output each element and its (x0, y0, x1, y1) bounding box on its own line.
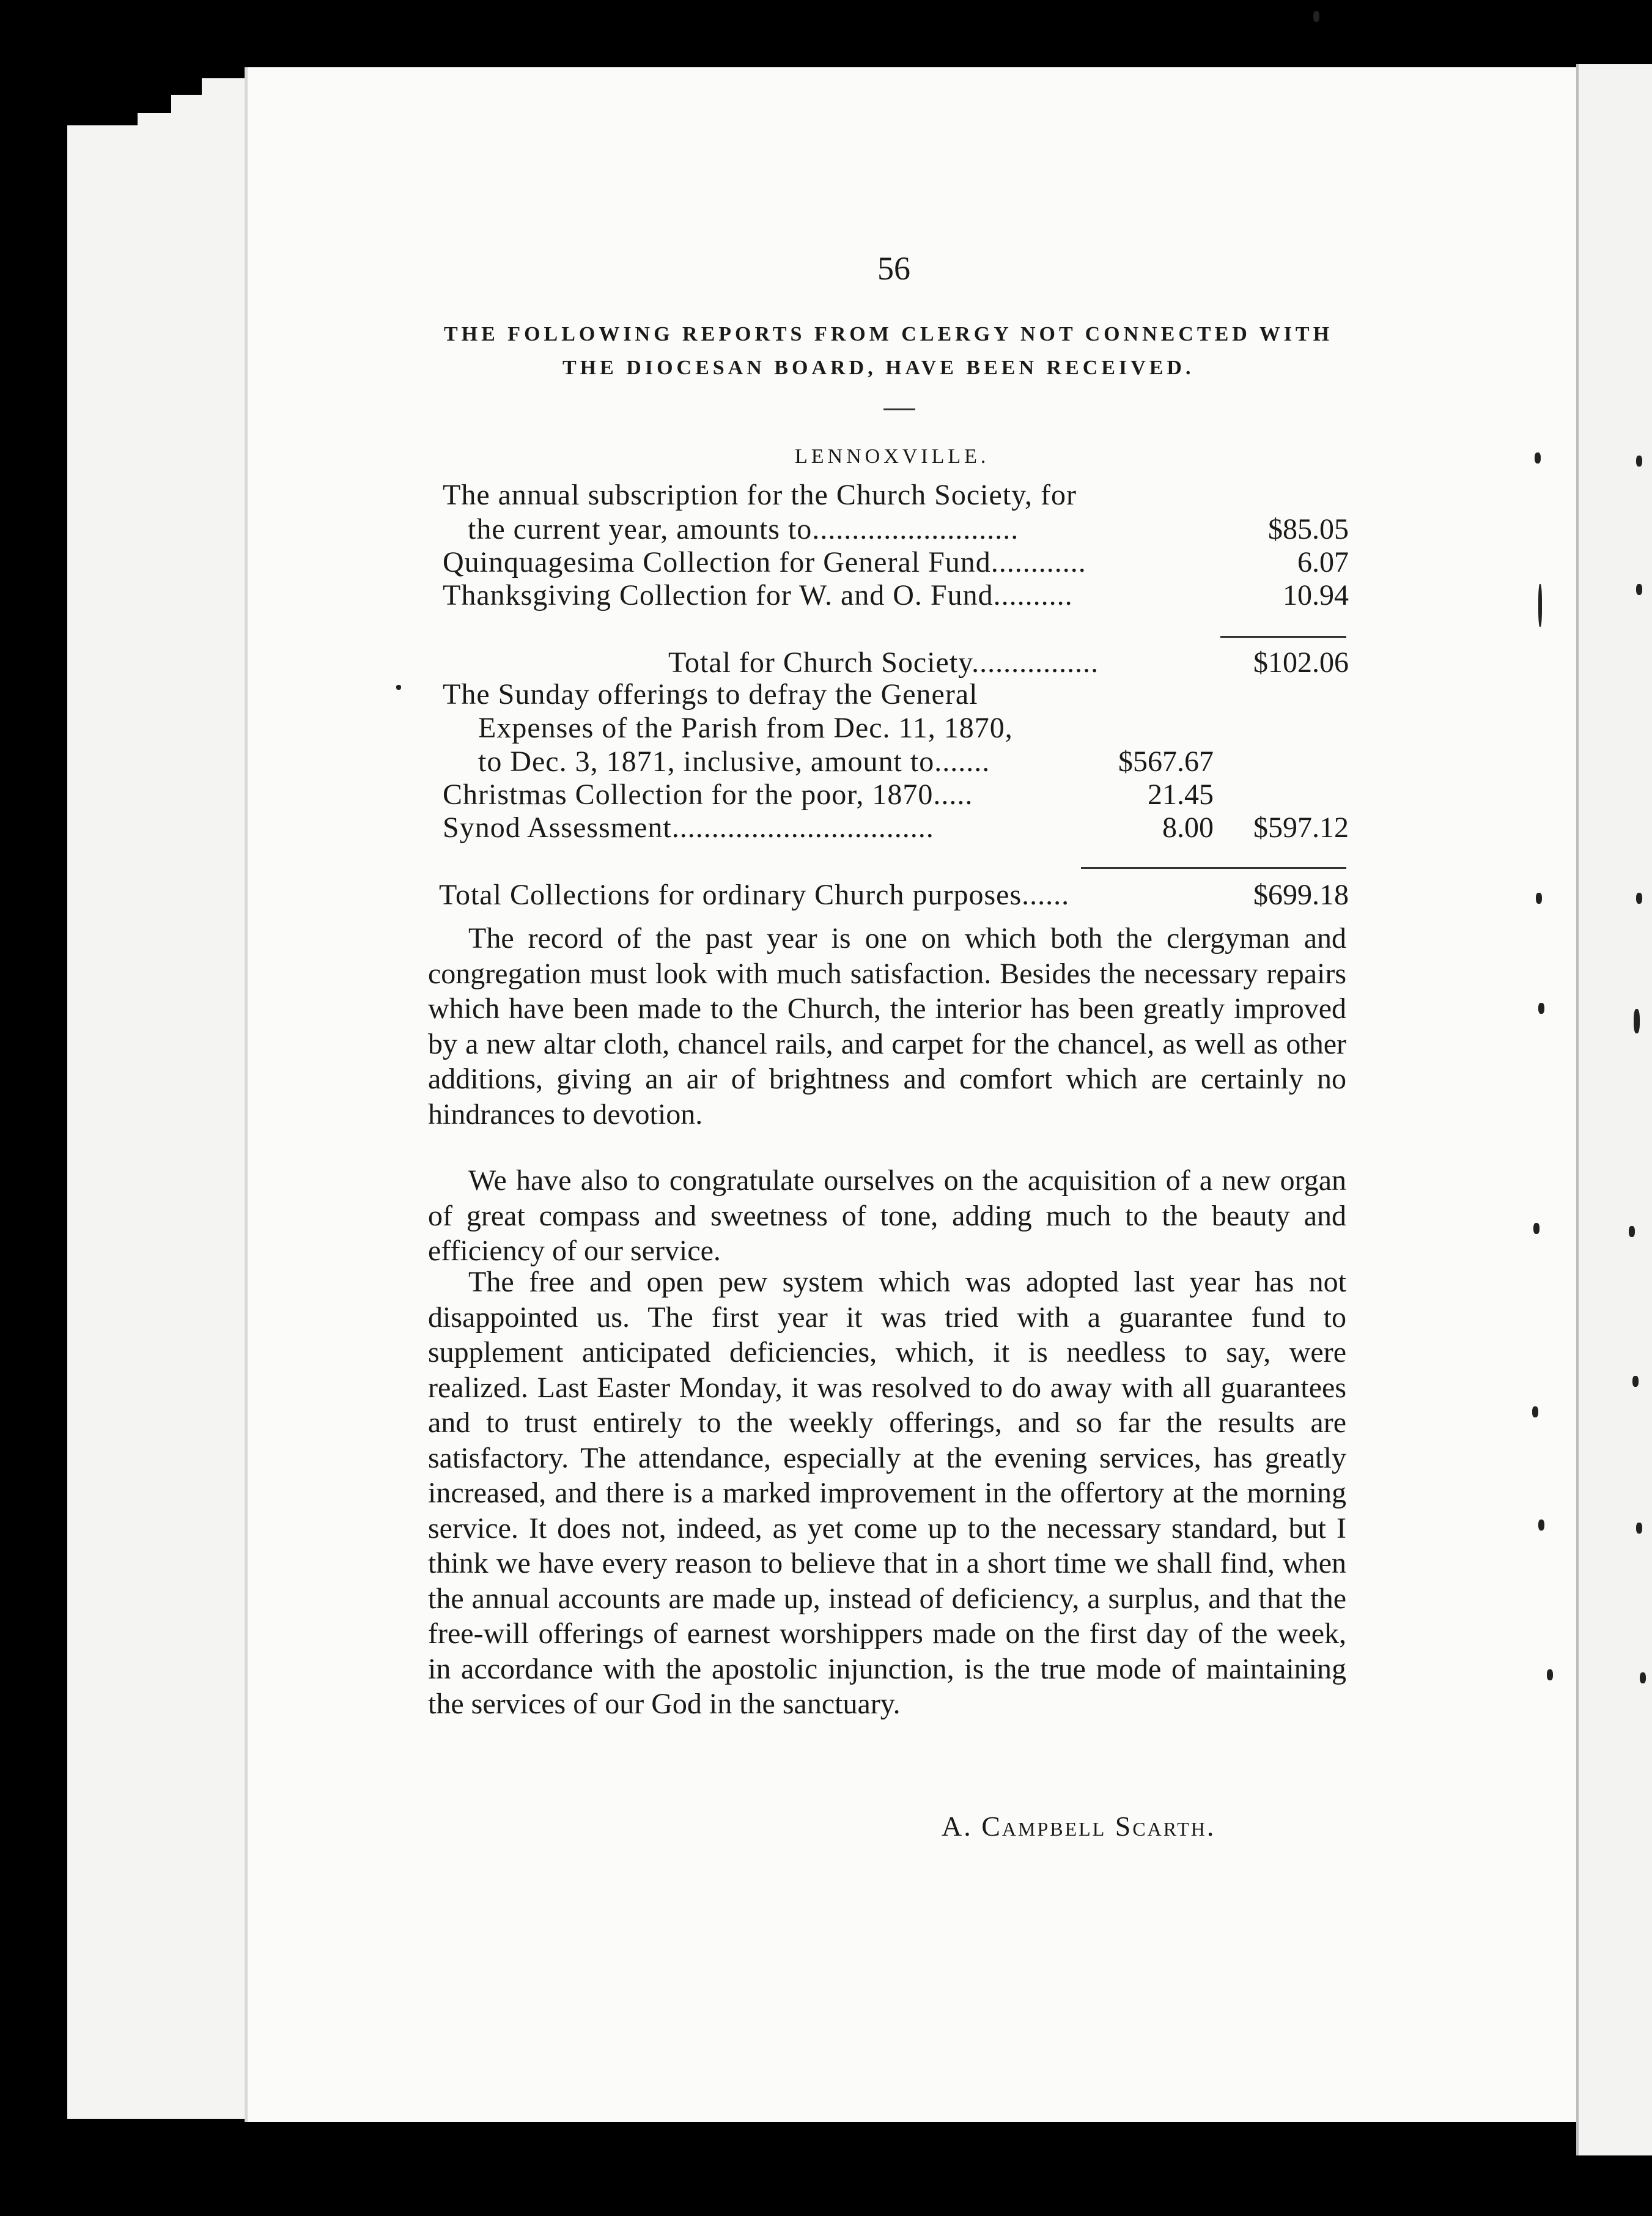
account-amount: $85.05 (1268, 513, 1349, 545)
binding-gutter (1576, 64, 1652, 2155)
account-line: The Sunday offerings to defray the General (443, 678, 978, 711)
account-amount: 21.45 (1148, 778, 1214, 811)
scan-speck (1538, 584, 1542, 627)
account-total-line: Total Collections for ordinary Church purposes...... (439, 879, 1070, 911)
scan-speck (1313, 11, 1319, 22)
account-line: The annual subscription for the Church Society, for (443, 479, 1077, 511)
scan-speck (1535, 452, 1541, 464)
body-paragraph: The record of the past year is one on which both the clergyman and congregation must look with much satisfaction. Besides the necessary repairs which have been made to the Church, the interior has been greatly improved by a new altar cloth, chancel rails, and carpet for the chancel, as well as other additions, giving an air of brightness and comfort which are certainly no hindrances to devotion. (428, 922, 1346, 1131)
account-amount: 6.07 (1297, 546, 1349, 578)
account-line: Expenses of the Parish from Dec. 11, 1870, (478, 712, 1013, 744)
account-amount: 8.00 (1162, 811, 1214, 844)
scan-speck (396, 685, 401, 690)
scan-speck (1636, 584, 1642, 595)
total-rule (1220, 636, 1346, 638)
account-line: Synod Assessment................................. (443, 811, 934, 844)
scan-speck (1547, 1669, 1553, 1680)
scan-speck (1629, 1226, 1635, 1237)
account-amount: $597.12 (1253, 811, 1349, 844)
account-line: to Dec. 3, 1871, inclusive, amount to....... (478, 745, 990, 778)
scan-speck (1640, 1672, 1646, 1683)
account-amount: $567.67 (1118, 745, 1214, 778)
scan-speck (1538, 1520, 1544, 1531)
scan-speck (1634, 1009, 1640, 1033)
account-line: Christmas Collection for the poor, 1870..... (443, 778, 973, 811)
account-line: Quinquagesima Collection for General Fund............ (443, 546, 1086, 578)
section-title: LENNOXVILLE. (795, 445, 990, 468)
scan-speck (1636, 893, 1642, 904)
page-number: 56 (877, 250, 910, 287)
account-amount: 10.94 (1283, 579, 1349, 611)
account-total-line: Total for Church Society................ (668, 646, 1099, 679)
account-total-amount: $699.18 (1253, 879, 1349, 911)
body-paragraph: We have also to congratulate ourselves on the acquisition of a new organ of great compass and sweetness of tone, adding much to the beauty and efficiency of our service. (428, 1164, 1346, 1267)
scan-speck (1636, 1523, 1642, 1534)
report-heading: THE FOLLOWING REPORTS FROM CLERGY NOT CONNECTED WITH (444, 323, 1333, 345)
account-line: the current year, amounts to.......................... (468, 513, 1019, 545)
signature: A. Campbell Scarth. (942, 1811, 1216, 1842)
scan-speck (1538, 1003, 1544, 1014)
report-heading-cont: THE DIOCESAN BOARD, HAVE BEEN RECEIVED. (562, 356, 1195, 379)
scan-speck (1636, 456, 1642, 467)
scan-speck (1532, 1406, 1538, 1417)
account-line: Thanksgiving Collection for W. and O. Fund.......... (443, 579, 1073, 611)
account-total-amount: $102.06 (1253, 646, 1349, 679)
scan-speck (1533, 1223, 1540, 1234)
total-rule (1081, 867, 1346, 869)
scan-speck (1536, 893, 1542, 904)
body-paragraph: The free and open pew system which was adopted last year has not disappointed us. The first year it was tried with a guarantee fund to supplement anticipated deficiencies, which, it is needless to say, were realized. Last Easter Monday, it was resolved to do away with all guarantees and to trust entirely to the weekly offerings, and so far the results are satisfactory. The attendance, especially at the evening services, has greatly increased, and there is a marked improvement in the offertory at the morning service. It does not, indeed, as yet come up to the necessary standard, but I think we have every reason to believe that in a short time we shall find, when the annual accounts are made up, instead of deficiency, a surplus, and that the free-will offerings of earnest worshippers made on the first day of the week, in accordance with the apostolic injunction, is the true mode of maintaining the services of our God in the sanctuary. (428, 1266, 1346, 1720)
scan-speck (1632, 1376, 1639, 1387)
heading-divider (883, 408, 915, 410)
